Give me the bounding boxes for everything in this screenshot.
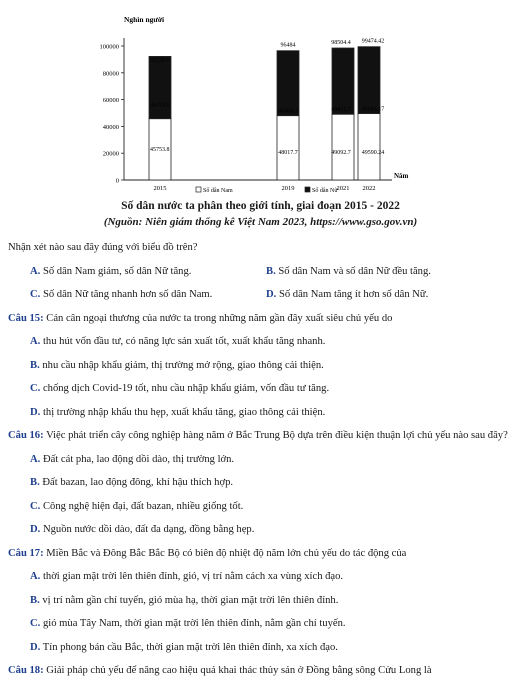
question-label: Câu 15: (8, 312, 44, 324)
option-text: nhu cầu nhập khẩu giảm, thị trường mở rộng, giao thông cải thiện. (42, 359, 324, 371)
option-14-c[interactable] (30, 287, 266, 302)
bar-female-2019 (277, 51, 299, 116)
option-letter: D. (30, 524, 41, 535)
option-14-b[interactable] (266, 264, 431, 279)
bar-male-2019 (277, 116, 299, 180)
option-letter: D. (30, 406, 41, 418)
option-17-b[interactable] (8, 593, 516, 608)
total-label: 98504.4 (331, 40, 351, 47)
option-16-d[interactable] (8, 522, 516, 537)
y-tick-label: 80000 (102, 70, 119, 78)
y-axis-label: Nghìn người (124, 15, 165, 24)
y-tick-label: 100000 (99, 43, 119, 51)
option-text: Đất cát pha, lao động dồi dào, thị trường lớn. (42, 453, 235, 465)
option-text: vị trí nằm gần chí tuyến, gió mùa hạ, thời gian mặt trời lên thiên đỉnh. (42, 594, 339, 606)
bar-female-2021 (332, 48, 354, 114)
chart-title: Số dân nước ta phân theo giới tính, giai đoạn 2015 - 2022 (121, 200, 400, 212)
option-letter: B. (266, 265, 276, 277)
total-label: 99474.42 (361, 38, 385, 45)
total-label: 96484 (280, 42, 296, 49)
option-15-a[interactable] (8, 334, 516, 349)
option-text: Số dân Nam và số dân Nữ đều tăng. (278, 265, 431, 277)
total-label: 92228.6 (150, 57, 170, 64)
x-tick-label: 2021 (336, 185, 350, 192)
option-letter: B. (30, 477, 40, 488)
option-letter: D. (30, 641, 41, 653)
option-letter: C. (30, 289, 41, 300)
option-17-d[interactable] (8, 640, 516, 655)
option-14-a[interactable] (30, 264, 266, 279)
option-17-c[interactable] (8, 616, 516, 631)
legend-label-male: Số dân Nam (203, 188, 233, 194)
question-label: Câu 17: (8, 547, 44, 559)
option-text: Số dân Nữ tăng nhanh hơn số dân Nam. (42, 289, 213, 300)
question-15-stem (8, 311, 516, 326)
option-text: Số dân Nam giảm, số dân Nữ tăng. (42, 265, 192, 277)
question-text: Việc phát triển cây công nghiệp hàng năm ở Bắc Trung Bộ dựa trên điều kiện thuận lợi chủ yếu nào sau đây? (46, 430, 508, 441)
option-14-d[interactable] (266, 287, 428, 302)
question-17-stem (8, 546, 516, 561)
legend-swatch-male (196, 187, 201, 192)
legend-label-female: Số dân Nữ (312, 188, 338, 194)
female-label: 46474.8 (150, 102, 170, 109)
x-tick-label: 2019 (281, 185, 295, 192)
question-text: Miền Bắc và Đông Bắc Bắc Bộ có biên độ nhiệt độ năm lớn chủ yếu do tác động của (46, 547, 407, 559)
female-label: 48466.3 (278, 108, 298, 115)
option-15-b[interactable] (8, 358, 516, 373)
option-text: Tín phong bán cầu Bắc, thời gian mặt trời lên thiên đỉnh, xa xích đạo. (42, 641, 338, 653)
option-letter: C. (30, 500, 41, 512)
option-16-a[interactable] (8, 452, 516, 467)
legend-swatch-female (305, 187, 310, 192)
option-letter: A. (30, 453, 41, 465)
option-text: thời gian mặt trời lên thiên đỉnh, gió, vị trí nằm cách xa vùng xích đạo. (42, 571, 344, 582)
bar-female-2015 (149, 56, 171, 118)
option-letter: B. (30, 359, 40, 371)
question-18-stem (8, 663, 516, 678)
female-label: 49884.17 (361, 106, 385, 113)
option-16-c[interactable] (8, 499, 516, 514)
x-axis-label: Năm (394, 172, 409, 180)
population-bar-chart (60, 6, 520, 198)
question-14-options-row-1 (8, 264, 516, 279)
question-14-options-row-2 (8, 287, 516, 302)
option-letter: D. (266, 289, 277, 300)
option-text: Số dân Nam tăng ít hơn số dân Nữ. (278, 289, 429, 300)
option-letter: C. (30, 618, 41, 629)
male-label: 48017.7 (278, 150, 298, 157)
option-letter: A. (30, 571, 41, 582)
question-16-stem (8, 428, 516, 443)
option-16-b[interactable] (8, 475, 516, 490)
x-tick-label: 2022 (362, 185, 376, 192)
option-letter: B. (30, 594, 40, 606)
option-letter: A. (30, 265, 41, 277)
chart-source: (Nguồn: Niên giám thống kê Việt Nam 2023, https://www.gso.gov.vn) (103, 216, 418, 228)
option-text: thị trường nhập khẩu thu hẹp, xuất khẩu tăng, giao thông cải thiện. (42, 406, 326, 418)
option-text: thu hút vốn đầu tư, có năng lực sản xuất tốt, xuất khẩu tăng nhanh. (42, 336, 326, 347)
option-15-c[interactable] (8, 381, 516, 396)
option-15-d[interactable] (8, 405, 516, 420)
question-text: Giải pháp chủ yếu để nâng cao hiệu quả khai thác thủy sản ở Đồng bằng sông Cửu Long là (46, 665, 432, 676)
option-text: Đất bazan, lao động đông, khí hậu thích hợp. (42, 477, 234, 488)
option-letter: A. (30, 336, 41, 347)
bar-male-2021 (332, 114, 354, 180)
male-label: 45753.8 (150, 147, 170, 154)
y-tick-label: 20000 (102, 150, 119, 158)
y-tick-label: 60000 (102, 97, 119, 105)
question-text: Cán cân ngoại thương của nước ta trong những năm gần đây xuất siêu chủ yếu do (46, 312, 393, 324)
option-letter: C. (30, 383, 41, 394)
question-label: Câu 16: (8, 430, 44, 441)
bar-female-2022 (358, 47, 380, 114)
x-tick-label: 2015 (153, 185, 167, 192)
question-content (8, 240, 516, 687)
female-label: 49411.7 (331, 107, 351, 114)
bar-male-2022 (358, 114, 380, 180)
y-tick-label: 0 (115, 177, 119, 185)
option-text: gió mùa Tây Nam, thời gian mặt trời lên thiên đỉnh, nằm gần chí tuyến. (42, 618, 346, 629)
question-label: Câu 18: (8, 665, 44, 676)
male-label: 49590.24 (361, 150, 385, 157)
y-tick-label: 40000 (102, 123, 119, 131)
male-label: 49092.7 (331, 150, 351, 157)
option-text: Nguồn nước dồi dào, đất đa dạng, đồng bằng hẹp. (42, 524, 255, 535)
question-14-stem: Nhận xét nào sau đây đúng với biểu đồ trên? (8, 242, 198, 253)
option-text: chống dịch Covid-19 tốt, nhu cầu nhập khẩu giảm, vốn đầu tư tăng. (42, 383, 330, 394)
option-17-a[interactable] (8, 569, 516, 584)
option-text: Công nghệ hiện đại, đất bazan, nhiều giống tốt. (42, 500, 244, 512)
